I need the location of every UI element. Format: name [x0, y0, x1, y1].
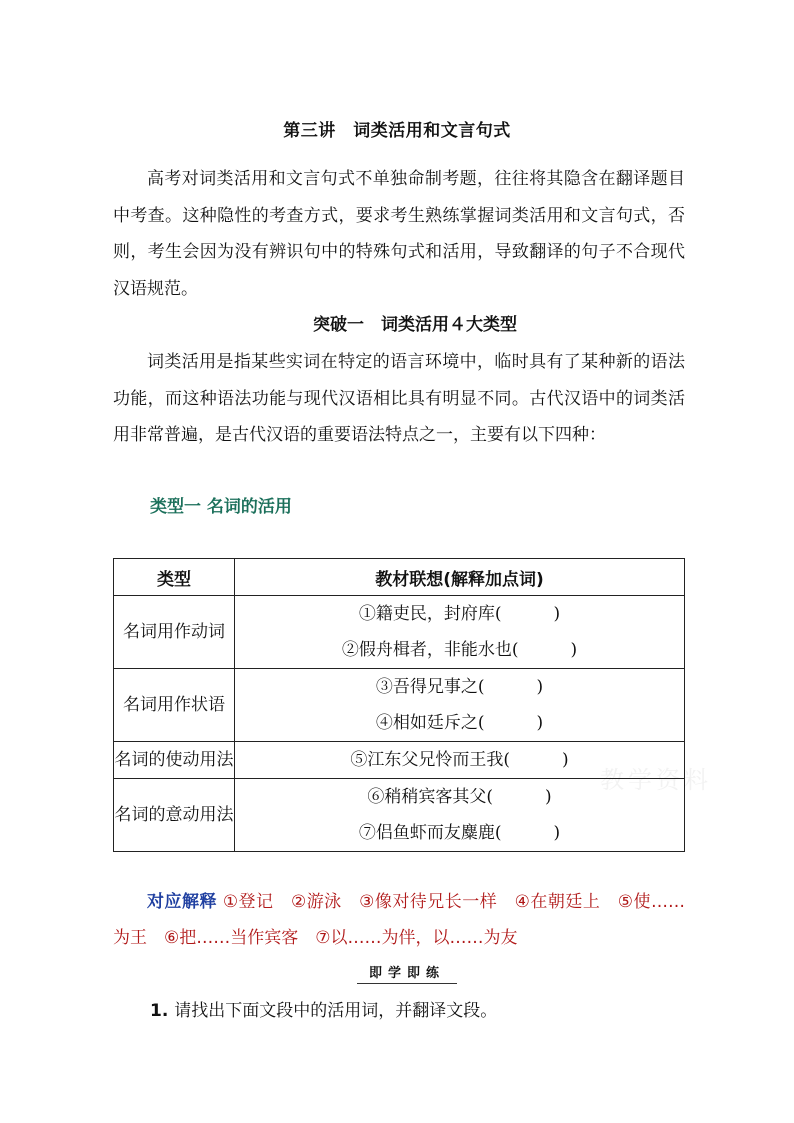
- table-row: [114, 669, 685, 742]
- example-text: ③吾得兄事之(: [375, 677, 485, 697]
- example-text: ④相如廷斥之(: [375, 713, 485, 733]
- row-type: 名词用作动词: [114, 596, 235, 669]
- row-examples: [235, 596, 685, 669]
- question-1: [150, 996, 497, 1026]
- question-text: 请找出下面文段中的活用词，并翻译文段。: [174, 1001, 498, 1021]
- row-examples: [235, 779, 685, 852]
- question-number: 1.: [150, 1001, 169, 1021]
- watermark: 教学资料: [600, 766, 712, 794]
- close-paren: ): [536, 713, 544, 733]
- example-line: [235, 632, 684, 668]
- example-text: ⑦侣鱼虾而友麋鹿(: [358, 823, 502, 843]
- example-line: [235, 596, 684, 632]
- row-examples: [235, 742, 685, 779]
- close-paren: ): [553, 604, 561, 624]
- row-type: 名词的使动用法: [114, 742, 235, 779]
- example-line: [235, 669, 684, 705]
- example-text: ⑤江东父兄怜而王我(: [350, 750, 510, 770]
- table-row: [114, 742, 685, 779]
- example-line: [235, 705, 684, 741]
- example-line: [235, 815, 684, 851]
- example-line: [235, 779, 684, 815]
- close-paren: ): [545, 787, 552, 807]
- close-paren: ): [553, 823, 561, 843]
- type-heading: 类型一 名词的活用: [150, 497, 292, 517]
- example-text: ⑥稍稍宾客其父(: [367, 787, 493, 807]
- answer-label: 对应解释: [147, 892, 217, 912]
- header-type: 类型: [114, 559, 235, 596]
- close-paren: ): [570, 640, 578, 660]
- row-type: 名词的意动用法: [114, 779, 235, 852]
- table-row: [114, 779, 685, 852]
- close-paren: ): [536, 677, 544, 697]
- section-title: 突破一 词类活用４大类型: [313, 315, 517, 335]
- answer-paragraph: [113, 884, 685, 956]
- answer-text: ①登记 ②游泳 ③像对待兄长一样 ④在朝廷上 ⑤使……为王 ⑥把……当作宾客 ⑦以……为伴，以……为友: [113, 892, 686, 948]
- practice-label: [357, 962, 457, 984]
- example-line: [235, 742, 684, 778]
- page-title: 第三讲 词类活用和文言句式: [283, 121, 511, 141]
- row-type: 名词用作状语: [114, 669, 235, 742]
- row-examples: [235, 669, 685, 742]
- table-row: [114, 596, 685, 669]
- table-header-row: [114, 559, 685, 596]
- practice-underline: [357, 983, 457, 984]
- practice-label-text: 即学即练: [368, 966, 445, 981]
- close-paren: ): [562, 750, 569, 770]
- intro-paragraph: 高考对词类活用和文言句式不单独命制考题，往往将其隐含在翻译题目中考查。这种隐性的考查方式，要求考生熟练掌握词类活用和文言句式，否则，考生会因为没有辨识句中的特殊句式和活用，导致翻译的句子不合现代汉语规范。: [113, 169, 685, 299]
- example-text: ①籍吏民，封府库(: [358, 604, 502, 624]
- section-intro-paragraph: 词类活用是指某些实词在特定的语言环境中，临时具有了某种新的语法功能，而这种语法功能与现代汉语相比具有明显不同。古代汉语中的词类活用非常普遍，是古代汉语的重要语法特点之一，主要有以下四种：: [113, 352, 685, 445]
- example-text: ②假舟楫者，非能水也(: [341, 640, 519, 660]
- word-usage-table: [113, 558, 685, 852]
- header-examples: 教材联想(解释加点词): [235, 559, 685, 596]
